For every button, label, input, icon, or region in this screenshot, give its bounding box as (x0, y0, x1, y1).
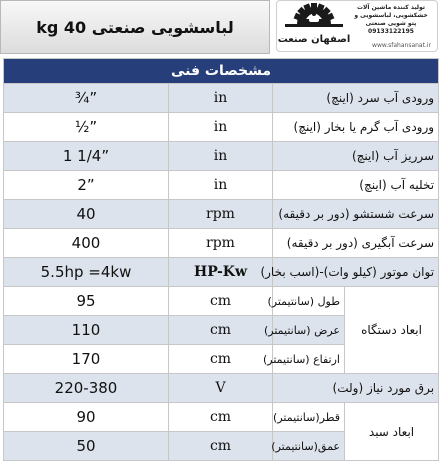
table-row (4, 142, 439, 171)
value-cell: 5.5hp =4kw (4, 258, 169, 287)
value-cell: 40 (4, 200, 169, 229)
value-cell: ½” (4, 113, 169, 142)
unit-cell: cm (169, 345, 273, 374)
label-cell: سرریز آب (اینچ) (273, 142, 439, 171)
sublabel-cell: عرض (سانتیمتر) (273, 316, 345, 345)
page-title: لباسشویی صنعتی 40 kg (36, 17, 234, 37)
group-label-cell: ابعاد سبد (345, 403, 439, 461)
value-cell: 2” (4, 171, 169, 200)
unit-cell: in (169, 142, 273, 171)
table-row (4, 374, 439, 403)
label-cell: توان موتور (کیلو وات)-(اسب بخار) (273, 258, 439, 287)
logo-line: تولید کننده ماشین آلات (356, 4, 426, 11)
table-row (4, 258, 439, 287)
title-banner (0, 0, 270, 54)
value-cell: 90 (4, 403, 169, 432)
value-cell: 400 (4, 229, 169, 258)
sublabel-cell: ارتفاع (سانتیمتر) (273, 345, 345, 374)
unit-cell: cm (169, 287, 273, 316)
spec-table (3, 58, 439, 461)
value-cell: ¾” (4, 84, 169, 113)
unit-cell: cm (169, 403, 273, 432)
label-cell: سرعت آبگیری (دور بر دقیقه) (273, 229, 439, 258)
sublabel-cell: طول (سانتیمتر) (273, 287, 345, 316)
logo-line: پتو شویی صنعتی (365, 20, 417, 27)
spec-table-heading: مشخصات فنی (4, 59, 439, 84)
value-cell: 110 (4, 316, 169, 345)
label-cell: ورودی آب گرم یا بخار (اینچ) (273, 113, 439, 142)
group-label-cell: ابعاد دستگاه (345, 287, 439, 374)
logo-url: www.sfahansanat.ir (372, 42, 431, 49)
table-row (4, 403, 439, 432)
table-row (4, 229, 439, 258)
value-cell: 95 (4, 287, 169, 316)
unit-cell: in (169, 113, 273, 142)
table-row (4, 171, 439, 200)
gear-logo-icon (279, 2, 349, 46)
unit-cell: rpm (169, 229, 273, 258)
value-cell: 220-380 (4, 374, 169, 403)
unit-cell: in (169, 84, 273, 113)
unit-cell: V (169, 374, 273, 403)
logo-tagline (348, 4, 434, 36)
unit-cell: cm (169, 432, 273, 461)
table-row (4, 287, 439, 316)
value-cell: 170 (4, 345, 169, 374)
company-logo (276, 0, 438, 52)
label-cell: تخلیه آب (اینچ) (273, 171, 439, 200)
sublabel-cell: عمق(سانتیمتر) (273, 432, 345, 461)
unit-cell: in (169, 171, 273, 200)
table-row (4, 113, 439, 142)
label-cell: ورودی آب سرد (اینچ) (273, 84, 439, 113)
label-cell: سرعت شستشو (دور بر دقیقه) (273, 200, 439, 229)
logo-phone: 09133122195 (368, 28, 414, 35)
unit-cell: rpm (169, 200, 273, 229)
sublabel-cell: قطر(سانتیمتر) (273, 403, 345, 432)
table-row (4, 200, 439, 229)
table-row (4, 84, 439, 113)
logo-line: خشکشویی، لباسشویی و (354, 12, 428, 19)
logo-brand: اصفهان صنعت (277, 34, 351, 45)
label-cell: برق مورد نیاز (ولت) (273, 374, 439, 403)
unit-cell: HP-Kw (169, 258, 273, 287)
value-cell: 1 1/4” (4, 142, 169, 171)
unit-cell: cm (169, 316, 273, 345)
value-cell: 50 (4, 432, 169, 461)
